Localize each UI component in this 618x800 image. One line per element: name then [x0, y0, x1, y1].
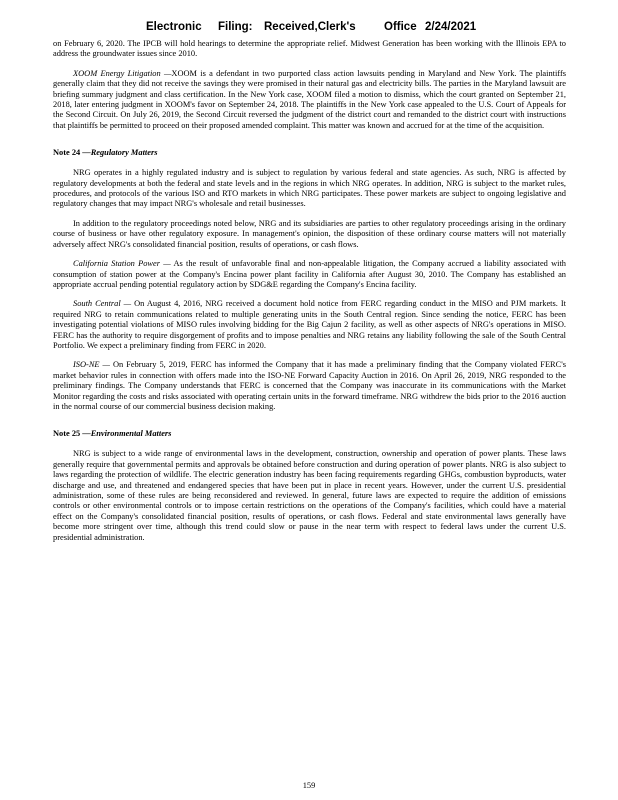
note-25-title: Environmental Matters: [90, 429, 172, 439]
document-body: [53, 39, 566, 552]
note-25-number: Note 25 —: [53, 429, 91, 439]
south-central-text: On August 4, 2016, NRG received a document hold notice from FERC regarding conduct in the MISO and PJM markets. It required NRG to retain communications related to multiple generating units in the South Central region. Since sending the notice, FERC has been investigating potential violations of MISO rules involving bidding for the Big Cajun 2 facility, as well as other aspects of NRG's operations in MISO. FERC has the authority to require disgorgement of profits and to impose penalties and NRG retains any liability following the sale of the South Central Portfolio. We expect a preliminary finding from FERC in 2020.: [53, 299, 566, 350]
header-filing: Filing:: [218, 21, 253, 33]
california-text: As the result of unfavorable final and non-appealable litigation, the Company accrued a liability associated with consumption of station power at the Company's Encina power plant facility in California after August 30, 2010. The Company has established an appropriate accrual pending potential regulatory action by SDG&E regarding the Company's Encina facility.: [53, 259, 566, 289]
south-central-paragraph: [53, 299, 566, 351]
iso-ne-text: On February 5, 2019, FERC has informed the Company that it has made a preliminary finding that the Company violated FERC's market behavior rules in connection with offers made into the ISO-NE Forward Capacity Auction in 2016. On April 26, 2019, NRG responded to the preliminary findings. The Company understands that FERC is concerned that the Company was inaccurate in its communications with the Market Monitor regarding the costs and risks associated with operating certain units in the forward timeframe. NRG withdrew the bids prior to the 2016 auction in the normal course of our commercial business decision making.: [53, 360, 566, 411]
intro-paragraph: on February 6, 2020. The IPCB will hold hearings to determine the appropriate relief. Midwest Generation has been working with the Illinois EPA to address the groundwater issues since 2010.: [53, 39, 566, 59]
header-date: 2/24/2021: [425, 21, 477, 33]
xoom-lead: XOOM Energy Litigation —: [73, 68, 172, 78]
iso-ne-lead: ISO-NE —: [73, 360, 110, 370]
xoom-text: XOOM is a defendant in two purported class action lawsuits pending in Maryland and New York. The plaintiffs generally claim that they did not receive the savings they were promised in their natural gas and electricity bills. The parties in the Maryland lawsuit are briefing summary judgment and class certification. In the New York case, XOOM filed a motion to dismiss, which the court granted on September 21, 2018, later entering judgment in XOOM's favor on September 24, 2018. The plaintiffs in the New York case appealed to the U.S. Court of Appeals for the Second Circuit. On July 26, 2019, the Second Circuit reversed the judgment of the district court and remanded to the district court with instructions that plaintiffs be permitted to proceed on their proposed amended complaint. This matter was known and accrued for at the time of the acquisition.: [53, 68, 566, 130]
note-24-title: Regulatory Matters: [90, 148, 158, 158]
regulatory-paragraph-1: NRG operates in a highly regulated industry and is subject to regulation by various federal and state agencies. As such, NRG is affected by regulatory developments at both the federal and state levels and in the regions in which NRG operates. In addition, NRG is subject to the market rules, procedures, and protocols of the various ISO and RTO markets in which NRG participates. These power markets are subject to ongoing legislative and regulatory changes that may impact NRG's wholesale and retail businesses.: [53, 168, 566, 209]
iso-ne-paragraph: [53, 360, 566, 412]
header-received: Received,Clerk's: [264, 21, 356, 33]
note-25-heading: [53, 429, 566, 439]
environmental-paragraph: NRG is subject to a wide range of environmental laws in the development, construction, ownership and operation of power plants. These laws generally require that governmental permits and approvals be obtained before construction and during operation of power plants. NRG is also subject to laws regarding the protection of wildlife. The electric generation industry has been facing requirements regarding GHGs, combustion byproducts, water discharge and use, and threatened and endangered species that have been put in place in recent years. However, under the current U.S. presidential administration, some of these rules are being reconsidered and reviewed. In general, future laws are expected to require the addition of emissions controls or other environmental controls or to impose certain restrictions on the operations of the Company's facilities, which could have a material effect on the Company's consolidated financial position, results of operations, or cash flows. Federal and state environmental laws generally have become more stringent over time, although this trend could slow or pause in the near term with respect to federal laws under the current U.S. presidential administration.: [53, 449, 566, 542]
note-24-number: Note 24 —: [53, 148, 91, 158]
south-central-lead: South Central —: [73, 299, 132, 309]
regulatory-paragraph-2: In addition to the regulatory proceedings noted below, NRG and its subsidiaries are parties to other regulatory proceedings arising in the ordinary course of business or have other regulatory exposure. In management's opinion, the disposition of these ordinary course matters will not materially adversely affect NRG's consolidated financial position, results of operations, or cash flows.: [53, 218, 566, 249]
header-office: Office: [384, 21, 417, 33]
california-paragraph: [53, 259, 566, 290]
note-24-heading: [53, 148, 566, 158]
page-number: 159: [302, 781, 316, 790]
header-electronic: Electronic: [146, 21, 202, 33]
california-lead: California Station Power —: [73, 259, 171, 269]
xoom-paragraph: [53, 69, 566, 131]
